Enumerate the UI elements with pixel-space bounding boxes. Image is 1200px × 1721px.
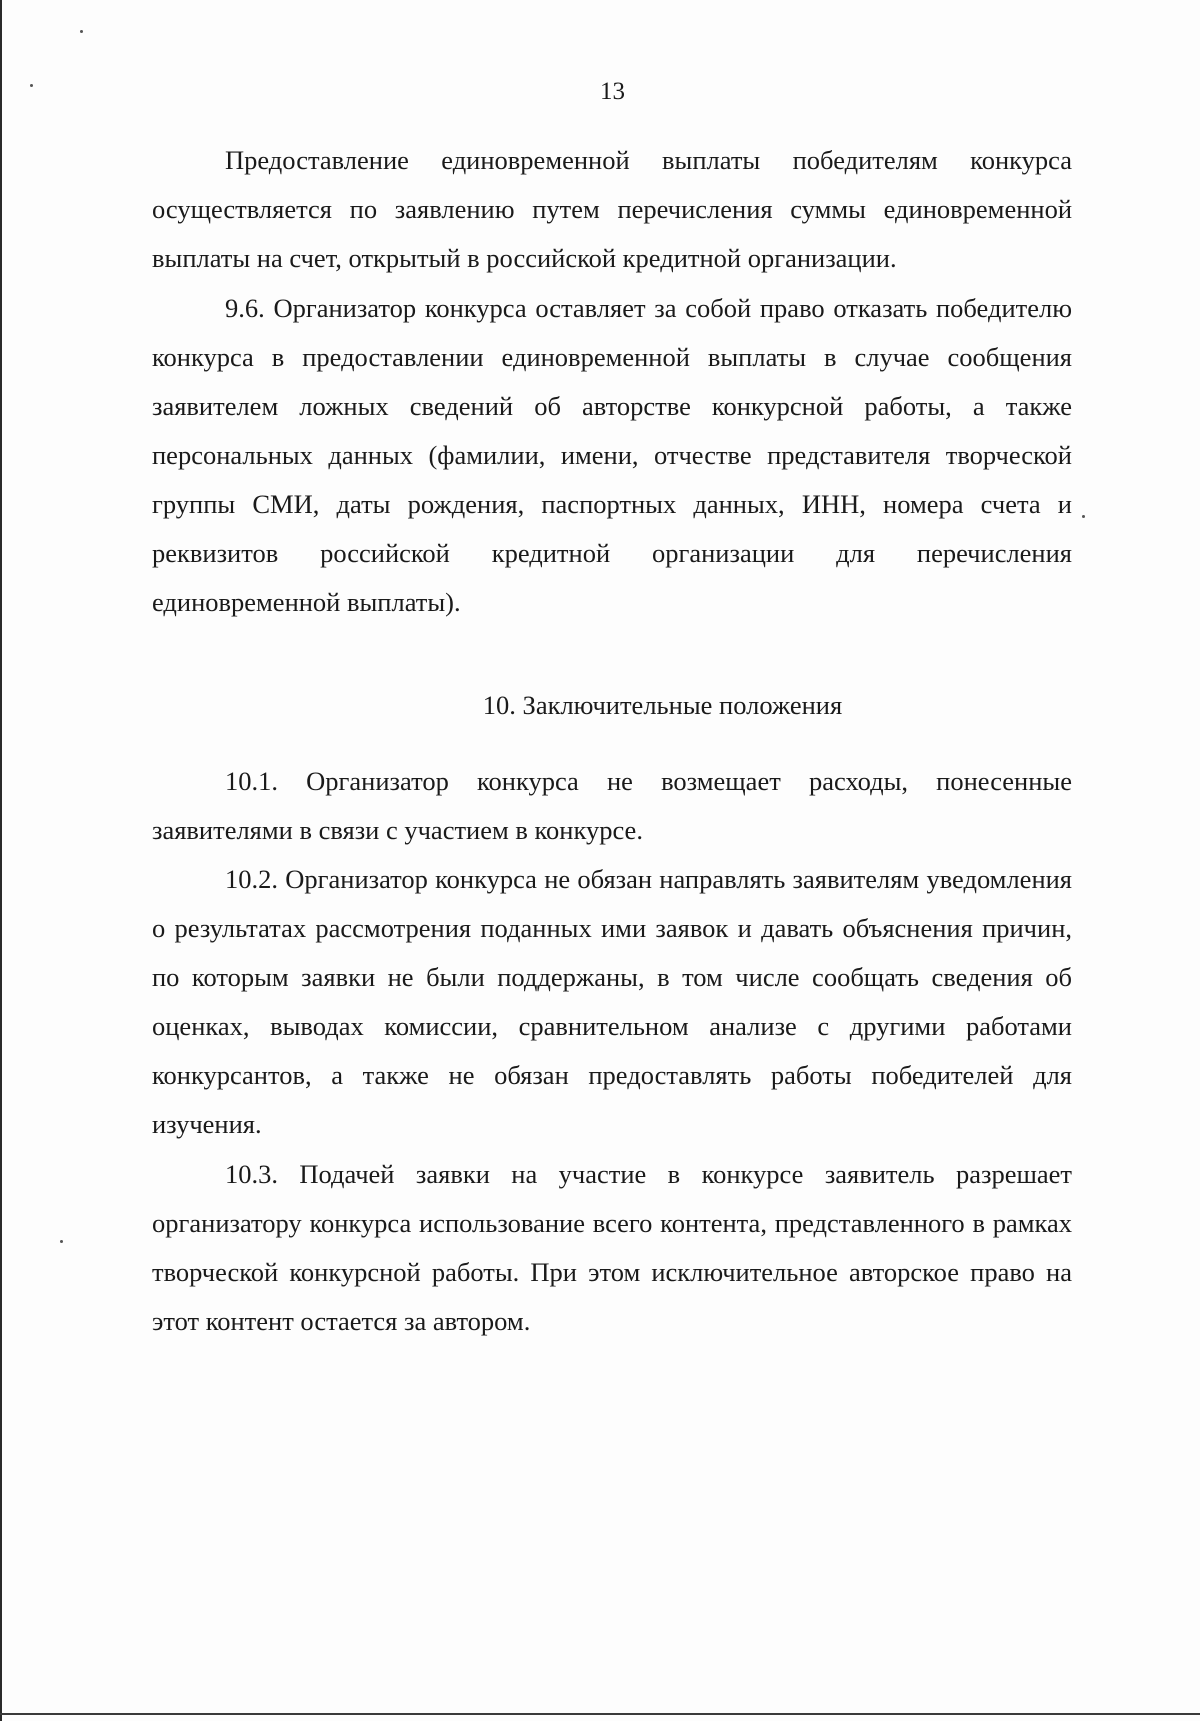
paragraph-10-2 xyxy=(152,855,1072,1149)
paragraph-text: 10.2. Организатор конкурса не обязан направлять заявителям уведомления о результатах рассмотрения поданных ими заявок и давать объяснения причин, по которым заявки не были поддержаны, в том числе сообщать сведения об оценках, выводах комиссии, сравнительном анализе с другими работами конкурсантов, а также не обязан предоставлять работы победителей для изучения. xyxy=(152,864,1072,1139)
paragraph-intro xyxy=(152,136,1072,283)
paragraph-text: Предоставление единовременной выплаты победителям конкурса осуществляется по заявлению путем перечисления суммы единовременной выплаты на счет, открытый в российской кредитной организации. xyxy=(152,145,1072,273)
paragraph-text: 9.6. Организатор конкурса оставляет за собой право отказать победителю конкурса в предоставлении единовременной выплаты в случае сообщения заявителем ложных сведений об авторстве конкурсной работы, а также персональных данных (фамилии, имени, отчестве представителя творческой группы СМИ, даты рождения, паспортных данных, ИНН, номера счета и реквизитов российской кредитной организации для перечисления единовременной выплаты). xyxy=(152,293,1072,617)
scan-speck xyxy=(80,30,83,33)
scan-edge-left xyxy=(0,0,2,1721)
paragraph-10-3 xyxy=(152,1150,1072,1346)
paragraph-text: 10.1. Организатор конкурса не возмещает расходы, понесенные заявителями в связи с участием в конкурсе. xyxy=(152,766,1072,845)
scan-edge-bottom xyxy=(0,1713,1200,1715)
paragraph-9-6 xyxy=(152,284,1072,627)
scan-speck xyxy=(60,1240,63,1243)
paragraph-text: 10.3. Подачей заявки на участие в конкурсе заявитель разрешает организатору конкурса использование всего контента, представленного в рамках творческой конкурсной работы. При этом исключительное авторское право на этот контент остается за автором. xyxy=(152,1159,1072,1336)
section-heading: 10. Заключительные положения xyxy=(482,690,843,720)
paragraph-10-1 xyxy=(152,757,1072,855)
scan-speck xyxy=(1082,515,1085,518)
page-number: 13 xyxy=(600,78,625,105)
